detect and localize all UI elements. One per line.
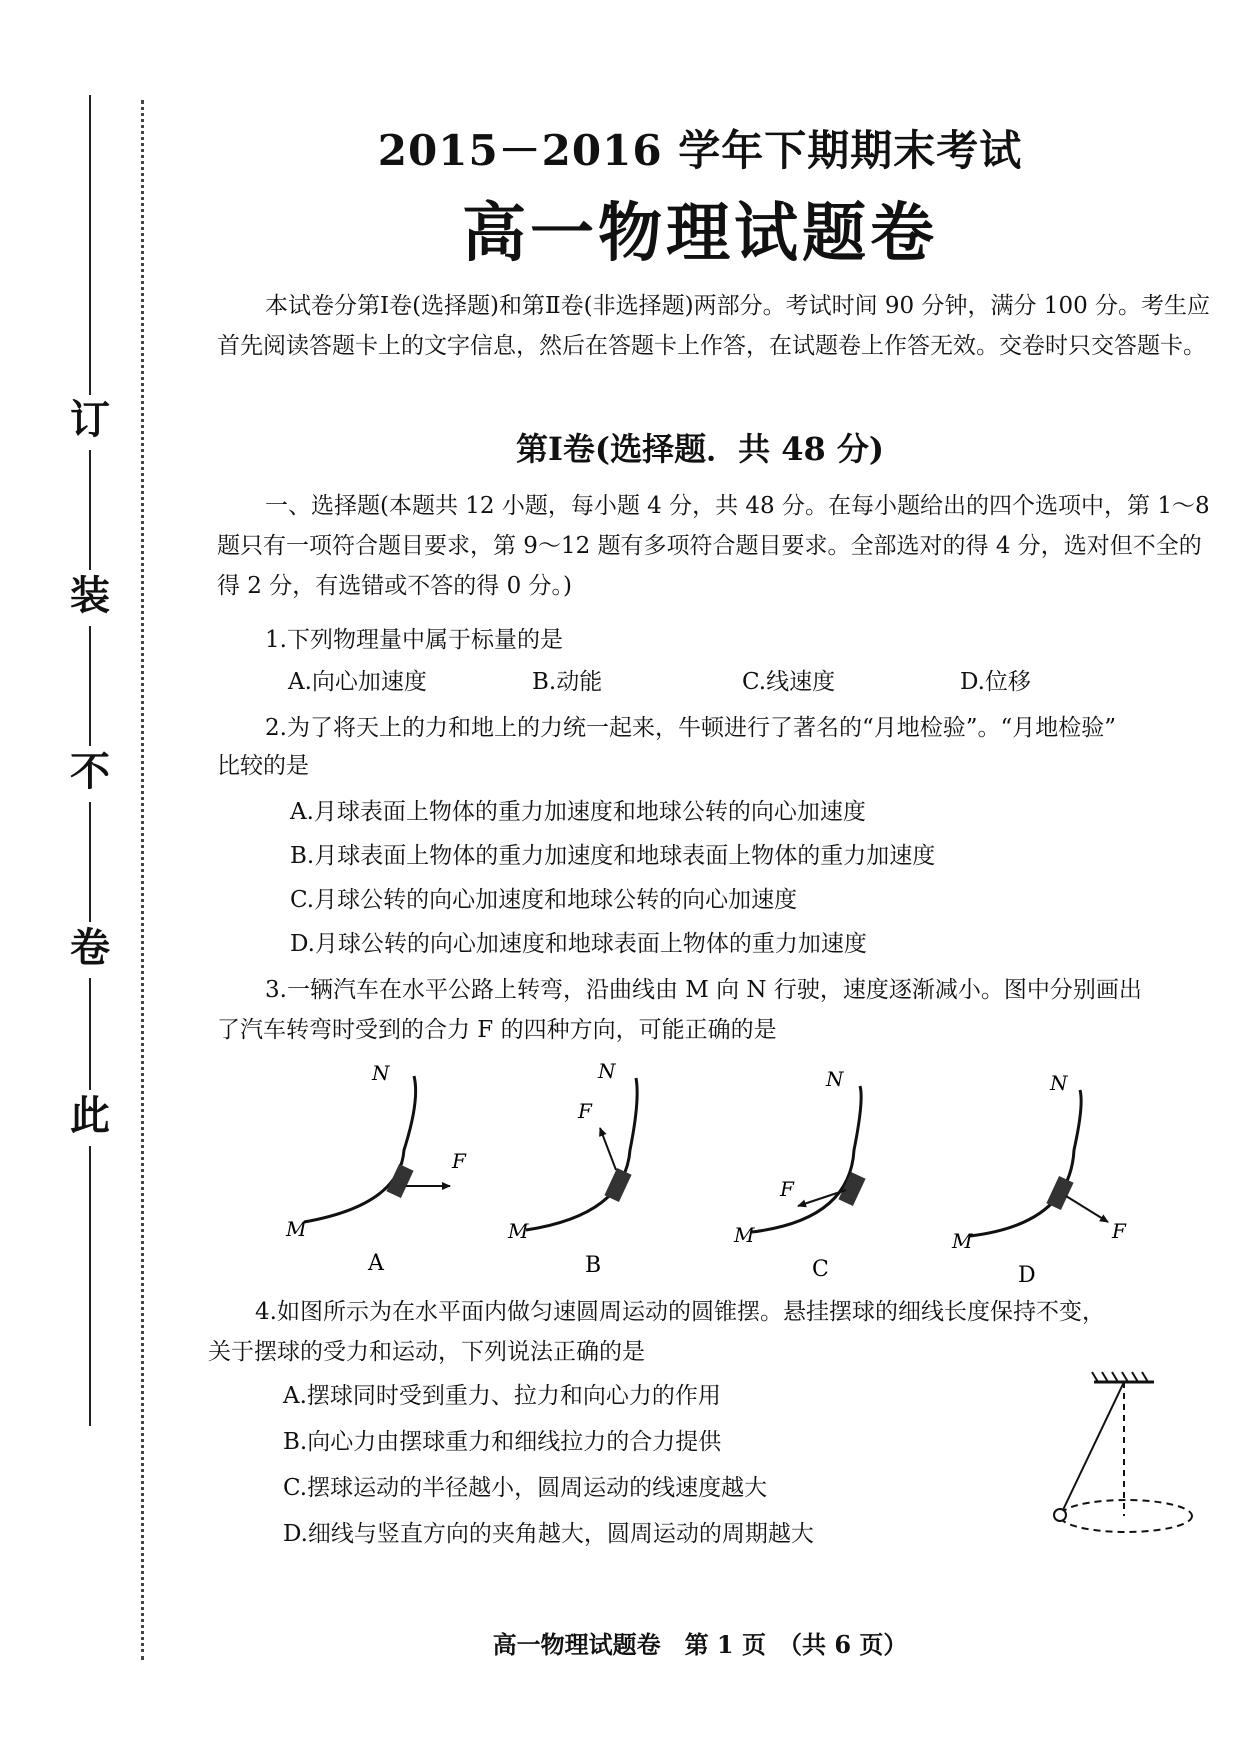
force-arrow bbox=[1066, 1196, 1108, 1222]
label-f: F bbox=[1112, 1219, 1126, 1243]
label-n: N bbox=[1050, 1071, 1068, 1095]
binding-char: 装 bbox=[70, 572, 110, 619]
binding-margin bbox=[0, 0, 150, 1754]
force-arrow bbox=[798, 1190, 846, 1206]
car-icon bbox=[604, 1168, 631, 1202]
binding-char: 订 bbox=[70, 396, 110, 443]
question-2-option-b: B.月球表面上物体的重力加速度和地球表面上物体的重力加速度 bbox=[290, 843, 936, 869]
binding-line bbox=[89, 626, 91, 746]
binding-char: 此 bbox=[70, 1092, 110, 1139]
circular-path bbox=[1060, 1500, 1192, 1532]
question-2-option-d: D.月球公转的向心加速度和地球表面上物体的重力加速度 bbox=[290, 931, 867, 957]
question-4-option-a: A.摆球同时受到重力、拉力和向心力的作用 bbox=[283, 1383, 721, 1409]
car-icon bbox=[838, 1172, 865, 1206]
question-1-option-d: D.位移 bbox=[960, 669, 1031, 695]
binding-line bbox=[89, 802, 91, 922]
caption-b: B bbox=[585, 1253, 602, 1278]
diagram-d bbox=[951, 1071, 1127, 1288]
exam-subtitle: 2015－2016 学年下期期末考试 bbox=[377, 126, 1023, 175]
label-f: F bbox=[578, 1099, 592, 1123]
caption-a: A bbox=[368, 1251, 384, 1276]
question-1-stem: 1.下列物理量中属于标量的是 bbox=[265, 627, 563, 653]
question-1-option-a: A.向心加速度 bbox=[288, 669, 427, 695]
question-4-option-d: D.细线与竖直方向的夹角越大，圆周运动的周期越大 bbox=[283, 1521, 814, 1547]
section-instructions bbox=[217, 486, 1217, 606]
label-m: M bbox=[734, 1223, 755, 1247]
section-heading: 第Ⅰ卷(选择题．共 48 分) bbox=[515, 430, 885, 468]
label-m: M bbox=[286, 1217, 307, 1241]
conical-pendulum-figure bbox=[1054, 1372, 1192, 1532]
hatch bbox=[1122, 1372, 1128, 1382]
curve-path bbox=[970, 1090, 1081, 1236]
label-n: N bbox=[826, 1067, 844, 1091]
curve-path bbox=[526, 1078, 637, 1230]
diagram-a bbox=[285, 1061, 467, 1276]
pendulum-bob bbox=[1054, 1509, 1066, 1521]
question-4-stem: 4.如图所示为在水平面内做匀速圆周运动的圆锥摆。悬挂摆球的细线长度保持不变， bbox=[255, 1299, 1105, 1325]
question-2-stem: 2.为了将天上的力和地上的力统一起来，牛顿进行了著名的“月地检验”。“月地检验” bbox=[265, 715, 1116, 741]
force-arrow bbox=[600, 1128, 616, 1170]
hatch bbox=[1102, 1372, 1108, 1382]
question-1-option-b: B.动能 bbox=[532, 669, 603, 695]
instructions-text: 一、选择题(本题共 12 小题，每小题 4 分，共 48 分。在每小题给出的四个选项中，第 1～8 题只有一项符合题目要求，第 9～12 题有多项符合题目要求。全部选对的得 4 分，选对但不全的得 2 分，有选错或不答的得 0 分。) bbox=[217, 493, 1210, 599]
curve-path bbox=[752, 1086, 861, 1232]
caption-d: D bbox=[1018, 1263, 1036, 1288]
diagram-b bbox=[507, 1059, 637, 1278]
hatch bbox=[1132, 1372, 1138, 1382]
binding-line bbox=[89, 450, 91, 570]
label-f: F bbox=[780, 1177, 794, 1201]
question-2-option-c: C.月球公转的向心加速度和地球公转的向心加速度 bbox=[290, 887, 798, 913]
question-2-stem-cont: 比较的是 bbox=[217, 753, 309, 779]
binding-line bbox=[89, 1146, 91, 1426]
binding-line bbox=[89, 978, 91, 1090]
binding-char: 不 bbox=[70, 748, 110, 795]
label-n: N bbox=[372, 1061, 390, 1085]
binding-char: 卷 bbox=[70, 924, 110, 971]
intro-paragraph bbox=[217, 286, 1217, 366]
question-4-stem-cont: 关于摆球的受力和运动，下列说法正确的是 bbox=[208, 1339, 645, 1365]
pendulum-string bbox=[1062, 1382, 1124, 1512]
question-3-stem: 3.一辆汽车在水平公路上转弯，沿曲线由 M 向 N 行驶，速度逐渐减小。图中分别画出 bbox=[265, 977, 1142, 1003]
label-f: F bbox=[452, 1149, 466, 1173]
question-4-option-c: C.摆球运动的半径越小，圆周运动的线速度越大 bbox=[283, 1475, 768, 1501]
diagram-c bbox=[733, 1067, 866, 1282]
car-icon bbox=[1046, 1176, 1073, 1210]
curve-path bbox=[304, 1076, 416, 1222]
question-2-option-a: A.月球表面上物体的重力加速度和地球公转的向心加速度 bbox=[290, 799, 866, 825]
cut-line bbox=[141, 100, 144, 1660]
hatch bbox=[1092, 1372, 1098, 1382]
intro-text: 本试卷分第Ⅰ卷(选择题)和第Ⅱ卷(非选择题)两部分。考试时间 90 分钟，满分 100 分。考生应首先阅读答题卡上的文字信息，然后在答题卡上作答，在试题卷上作答无效。交卷时只交答题卡。 bbox=[217, 293, 1211, 359]
page-title: 高一物理试题卷 bbox=[462, 196, 938, 271]
question-4-option-b: B.向心力由摆球重力和细线拉力的合力提供 bbox=[283, 1429, 722, 1455]
hatch bbox=[1142, 1372, 1148, 1382]
question-1-option-c: C.线速度 bbox=[742, 669, 836, 695]
question-3-stem-cont: 了汽车转弯时受到的合力 F 的四种方向，可能正确的是 bbox=[217, 1017, 777, 1043]
binding-line bbox=[89, 95, 91, 395]
page-footer: 高一物理试题卷 第 1 页 （共 6 页） bbox=[492, 1630, 908, 1659]
label-n: N bbox=[598, 1059, 616, 1083]
caption-c: C bbox=[812, 1257, 829, 1282]
hatch bbox=[1112, 1372, 1118, 1382]
car-icon bbox=[386, 1164, 413, 1198]
label-m: M bbox=[952, 1229, 973, 1253]
label-m: M bbox=[508, 1219, 529, 1243]
